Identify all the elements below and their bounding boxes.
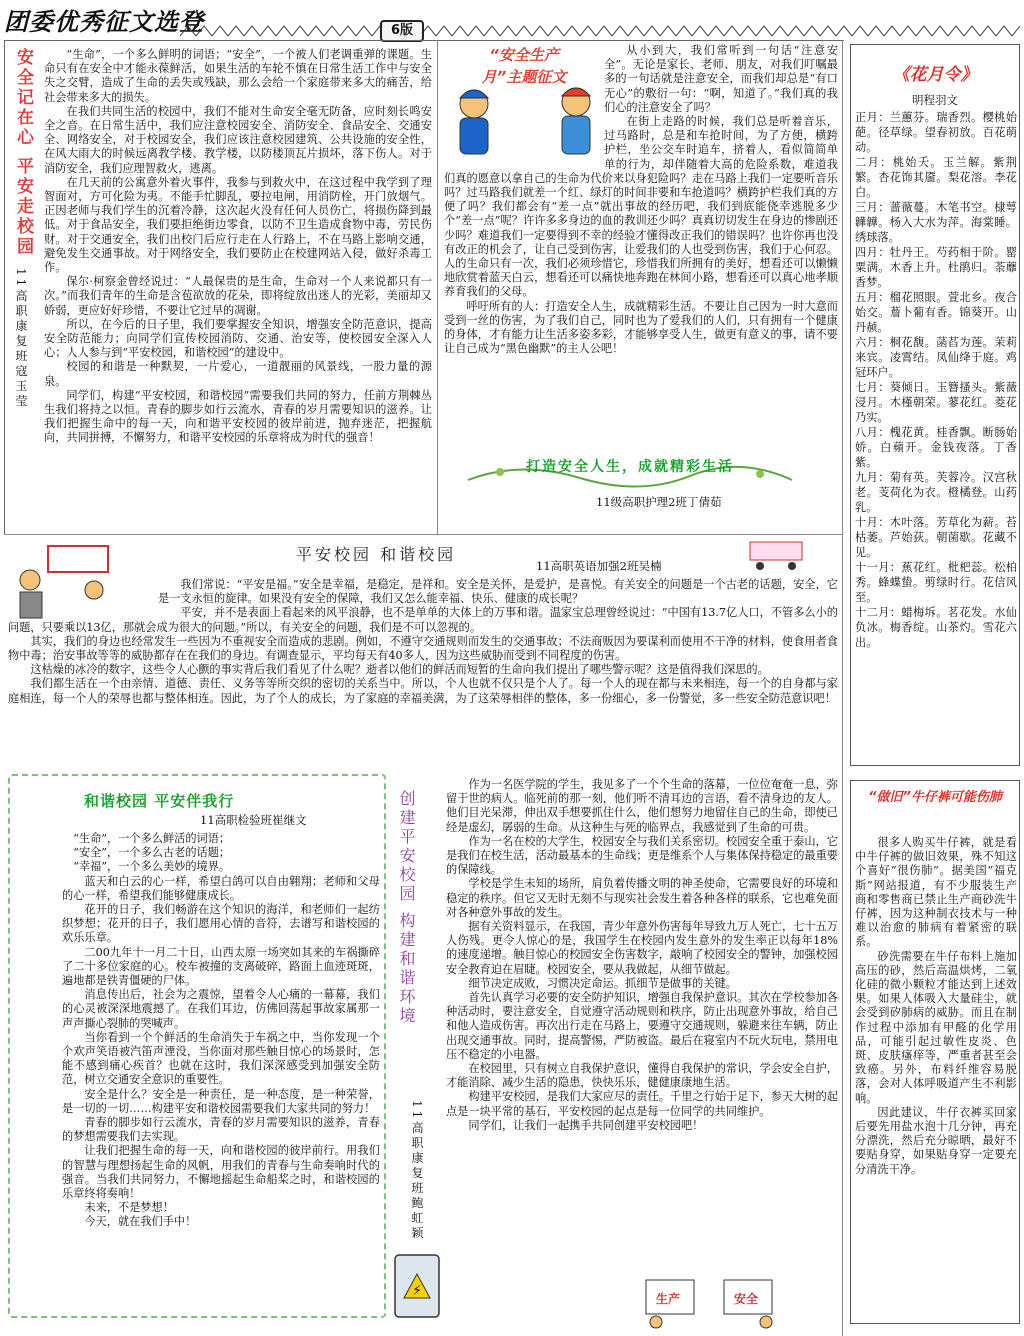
a7-body xyxy=(855,836,1017,1320)
a4-body xyxy=(62,832,380,1310)
svg-text:⚡: ⚡ xyxy=(412,1283,422,1299)
a2-float-spacer xyxy=(444,44,604,162)
a4-para: 让我们把握生命的每一天，向和谐校园的彼岸前行。用我们的智慧与理想扬起生命的风帆，用我们的青春与生命奏响时代的强音。当我们共同努力，不懈地摇起生命船桨之时，和谐校园的乐章终将奏响！ xyxy=(62,1144,380,1201)
a6-author: 明程羽文 xyxy=(912,93,958,107)
a5-para: 构建平安校园，是我们大家应尽的责任。千里之行始于足下，参天大树的起点是一块平常的基石，平安校园的起点是每一位同学的共同维护。 xyxy=(446,1090,838,1118)
page-number: 6版 xyxy=(390,23,414,38)
a5-para: 在校园里，只有树立自我保护意识，懂得自我保护的常识，学会安全自护，才能消除、减少生活的隐患，快快乐乐，健健康康地生活。 xyxy=(446,1062,838,1090)
a7-para: 因此建议，牛仔衣裤买回家后要先用盐水泡十几分钟，再充分漂洗，然后充分晾晒，最好不要贴身穿，如果贴身穿一定要充分清洗干净。 xyxy=(855,1105,1017,1176)
a1-body xyxy=(44,48,432,530)
a4-line: “安全”，一个多么古老的话题； xyxy=(73,846,231,860)
a4-author: 11高职检验班崔继文 xyxy=(200,813,307,827)
a4-para: 蓝天和白云的心一样，希望白鸽可以自由翱翔；老师和父母的心一样，希望我们能够健康成长。 xyxy=(62,874,380,902)
a2-author: 11级高职护理2班丁倩茹 xyxy=(596,495,722,509)
a6-line: 二月：桃始夭。玉兰解。紫荆繁。杏花饰其靥。梨花溶。李花白。 xyxy=(855,156,1017,199)
electric-box-icon xyxy=(392,1252,442,1320)
a2-banner-text: 打造安全人生，成就精彩生活 xyxy=(526,459,734,475)
a6-line: 七月：葵倾日。玉簪搔头。紫薇浸月。木槿朝荣。蓼花红。菱花乃实。 xyxy=(855,381,1017,424)
a5-para: 作为一名医学院的学生，我见多了一个个生命的落幕，一位位奄奄一息，弥留于世的病人。临死前的那一刻，他们听不清耳边的言语，看不清身边的友人。他们目光呆滞，伸出双手想要抓住什么，他们想努力地留住自己的生命，即使已经是虚幻，孱弱的生命。从这种生与死的临界点，我感觉到了生命的可贵。 xyxy=(446,778,838,834)
mid-divider xyxy=(4,534,842,535)
a6-line: 六月：桐花馥。菡萏为莲。茉莉来宾。凌霄结。凤仙绛于庭。鸡冠环户。 xyxy=(855,336,1017,379)
masthead-title: 团委优秀征文选登 xyxy=(4,7,204,36)
a4-para: 消息传出后，社会为之震惊，望着令人心痛的一幕幕，我们的心灵被深深地震撼了。在我们耳边，仿佛回荡起事故家属那一声声撕心裂肺的哭喊声。 xyxy=(62,988,380,1030)
a4-title: 和谐校园 平安伴我行 xyxy=(84,792,235,810)
masthead-zigzag xyxy=(0,22,1024,38)
a5-para: 首先认真学习必要的安全防护知识，增强自我保护意识。其次在学校参加各种活动时，要注意安全，自觉遵守活动规则和秩序，防止出现意外事故，给自己和他人造成伤害。再次出行走在马路上，要遵守交通规则，躲避来往车辆，防止出现交通事故。同时，提高警惕，严防被盗。最后在寝室内不玩火玩电，禁用电压不稳定的小电器。 xyxy=(446,991,838,1061)
a1-para: 在我们共同生活的校园中，我们不能对生命安全毫无防备，应时刻长鸣安全之音。在日常生活中，我们应注意校园安全、消防安全、食品安全、交通安全、网络安全，对于校园安全，我们应该注意校园建筑、公共设施的安全性，在风大雨大的时候远离教学楼、教学楼，以防楼顶瓦片损坏，落下伤人。对于消防安全，我们应理智救火，逃离。 xyxy=(44,104,432,175)
a3-para: 这枯燥的冰冷的数字，这些令人心颤的事实背后我们看见了什么呢？逝者以他们的鲜活而短暂的生命向我们提出了哪些警示呢？这是值得我们深思的。 xyxy=(30,663,769,677)
a6-line: 五月：榴花照眼。萱北乡。夜合始交。薝卜葡有香。锦葵开。山丹赪。 xyxy=(855,291,1017,334)
a6-title: 《花月令》 xyxy=(892,65,978,85)
a1-para: 在几天前的公寓意外着火事件，我参与到救火中，在这过程中我学到了理智面对，方可化险为夷。不能手忙脚乱，要拉电闸，用消防栓，开门放烟气。正因老师与我们学生的沉着冷静，这次起火没有任何人员伤亡，将损伤降到最低。对于食品安全，我们要拒绝街边零食，以防不卫生造成食物中毒，劳民伤财。对于交通安全，我们出校门后应行走在人行路上，不在马路上影响交通，避免发生交通事故。对于网络安全，我们要防止在校建网站入侵，做好杀毒工作。 xyxy=(44,175,432,275)
a6-line: 十二月：蜡梅坼。茗花发。水仙负冰。梅香绽。山茶灼。雪花六出。 xyxy=(855,606,1017,649)
a4-para: 青春的脚步如行云流水，青春的岁月需要知识的滋养，青春的梦想需要我们去实现。 xyxy=(62,1116,380,1144)
a5-para: 学校是学生未知的场所，肩负着传播文明的神圣使命，它需要良好的环境和稳定的秩序。但它又无时无刻不与现实社会发生着各种各样的联系，它也难免面对各种意外事故的发生。 xyxy=(446,877,838,919)
a3-author: 11高职英语加强2班吴楠 xyxy=(536,559,662,573)
a1-para: 校园的和谐是一种默契，一片爱心，一道靓丽的风景线，一股力量的源泉。 xyxy=(44,360,432,388)
a3-float-spacer xyxy=(8,578,158,620)
illus-sign-2: 安全 xyxy=(734,1292,759,1306)
a1-author: 11高职康复班寇玉莹 xyxy=(14,268,28,410)
a6-line: 正月：兰蕙芬。瑞香烈。樱桃始葩。径草绿。望春初放。百花萌动。 xyxy=(855,111,1017,154)
a2-para: 从小到大，我们常听到一句话“注意安全”。无论是家长、老师、朋友，对我们叮嘱最多的一句话就是注意安全，而我们却总是“有口无心”的敷衍一句：“啊，知道了。”我们真的我们心的注意安全了吗？ xyxy=(604,44,838,114)
right-border xyxy=(842,40,843,1336)
a2-banner xyxy=(460,450,800,492)
a4-line: 未来，不是梦想！ xyxy=(84,1201,174,1215)
a4-line: “生命”，一个多么鲜活的词语； xyxy=(73,832,231,845)
a3-para: 我们都生活在一个由亲情、道德、责任、义务等等所交织的密切的关系当中。所以，个人也就不仅只是个人了。每一个人的现在都与未来相连，每一个的自身都与家庭相连，每一个人的荣辱也都与整体相连。因此，为了个人的成长，为了家庭的幸福美满，为了这荣辱相伴的整体，多一份细心，多一份警觉，多一些安全防范意识吧！ xyxy=(8,677,838,705)
a5-para: 细节决定成败，习惯决定命运。抓细节是做事的关键。 xyxy=(468,976,737,990)
a3-body xyxy=(8,578,838,770)
a6-line: 十月：木叶落。芳草化为薪。苔枯萎。芦始荻。朝菌歇。花藏不见。 xyxy=(855,516,1017,559)
a5-title: 创建平安校园 构建和谐环境 xyxy=(397,790,416,1027)
a6-line: 四月：牡丹王。芍药相于阶。罂粟满。木香上升。杜鹃归。荼蘼香梦。 xyxy=(855,246,1017,289)
top-divider xyxy=(4,40,844,41)
a3-title: 平安校园 和谐校园 xyxy=(296,545,457,564)
a4-para: 二00九年十一月二十日，山西太原一场突如其来的车祸撕碎了二十多位家庭的心。校车被撞的支离破碎，路面上血迹斑斑，遍地都是铁青僵硬的尸体。 xyxy=(62,945,380,988)
a1-title: 安全记在心 平安走校园 xyxy=(13,48,33,257)
a1-para: 所以，在今后的日子里，我们要掌握安全知识，增强安全防范意识，提高安全防范能力；向同学们宣传校园消防、交通、治安等，使校园安全深入人心；人人参与到“平安校园，和谐校园”的建设中。 xyxy=(44,317,432,360)
a3-para: 我们常说：“平安是福。”安全是幸福，是稳定，是祥和。安全是关怀，是爱护，是喜悦。有关安全的问题是一个古老的话题，安全，它是一支永恒的旋律。如果没有安全的保障，我们又怎么能幸福、快乐、健康的成长呢？ xyxy=(158,578,838,606)
page-number-badge xyxy=(380,20,424,42)
a5-para: 据有关资料显示，在我国，青少年意外伤害每年导致九万人死亡，七十五万人伤残。更令人惊心的是，我国学生在校园内发生意外的发生率正以每年18%的速度递增。触目惊心的校园安全伤害数字，敲响了校园安全的警钟，加强校园安全教育迫在眉睫。校园安全，要从我做起，从细节做起。 xyxy=(446,920,838,976)
a4-para: 当你看到一个个鲜活的生命消失于车祸之中，当你发现一个个欢声笑语被汽笛声湮没，当你面对那些触目惊心的场景时，怎能不感到痛心疾首？也就在这时，我们深深感受到加强安全防范，树立交通安全意识的重要性。 xyxy=(62,1030,380,1087)
a4-line: 今天，就在我们手中！ xyxy=(84,1215,197,1229)
illus-sign-1: 生产 xyxy=(656,1292,681,1306)
a6-body xyxy=(855,110,1017,762)
a6-line: 三月：蔷薇蔓。木笔书空。棣萼韡韡。杨入大水为萍。海棠睡。绣球落。 xyxy=(855,201,1017,244)
a1-para: 保尔·柯察金曾经说过：“人最保贵的是生命，生命对一个人来说都只有一次。”而我们青年的生命是含苞欲放的花朵，即将绽放出迷人的光彩，美丽却又娇弱，更应好好珍惜，不要让它过早的凋谢。 xyxy=(44,275,432,317)
a7-title: “做旧”牛仔裤可能伤肺 xyxy=(868,790,1002,805)
a2-para: 在街上走路的时候，我们总是听着音乐，过马路时，总是和车抢时间，为了方便，横跨护栏，坐公交车时追车，挤着人，看似简简单单的行为，却伴随着大高的危险系数，难道我们真的愿意以拿自己的生命为代价来以身犯险吗？走在马路上我们一定要听音乐吗？过马路我们就差一个红、绿灯的时间非要和车抢道吗？横跨护栏我们真的方便了吗？我们都会有“差一点”就出事故的经历吧，我们到底能侥幸逃脱多少个“差一点”呢？许许多多身边的血的教训还少吗？真真切切发生在身边的惨剧还少吗？难道我们一定要得到不幸的经验才懂得改正我们的错误吗？也许你再也没有改正的机会了，让自己受到伤害，让爱我们的人也受到伤害，我们于心何忍。人的生命只有一次，我们必须珍惜它，珍惜我们所拥有的美好，想看还可以懒懒地欣赏着蓝天白云，想看还可以痛快地奔跑在林间小路，想看还可以真心地孝顺养育我们的父母。 xyxy=(444,115,838,299)
a5-para: 作为一名在校的大学生，校园安全与我们关系密切。校园安全重于泰山，它是我们在校生活，活动最基本的生命线；更是维系个人与集体保持稳定的最重要的保障线。 xyxy=(446,834,838,877)
a2-body xyxy=(444,44,838,454)
a2-para: 呼吁所有的人：打造安全人生，成就精彩生活。不要让自己因为一时大意而受到一丝的伤害，为了我们自己，同时也为了爱我们的人们，只有拥有一个健康的身体，才有能力让生活多姿多彩，才能够享受人生，做更有意义的事，请不要让自己成为“黑色幽默”的主人公吧！ xyxy=(444,299,838,356)
a3-para: 其实，我们的身边也经常发生一些因为不重视安全而造成的悲剧。例如，不遵守交通规则而发生的交通事故；不法商贩因为要谋利而使用不干净的材料，使食用者食物中毒；治安事故等等的威胁都存在在我们的身边。有调查显示，平均每天有40多人，因为这些威胁而受到不同程度的伤害。 xyxy=(8,634,838,663)
a7-para: 很多人购买牛仔裤，就是看中牛仔裤的做旧效果，殊不知这个喜好“很伤肺”。据美国“福克斯”网站报道，有不少服装生产商和零售商已禁止生产商砂洗牛仔裤，因为这种制衣技术与一种难以治愈的肺病有着紧密的联系。 xyxy=(855,836,1017,949)
a4-para: 花开的日子，我们畅游在这个知识的海洋，和老师们一起纺织梦想；花开的日子，我们愿用心情的音符，去谱写和谐校园的欢乐乐章。 xyxy=(62,903,380,945)
a7-para: 砂洗需要在牛仔布料上施加高压的砂，然后高温烘烤，二氧化硅的微小颗粒才能达到上述效果。如果人体吸入大量硅尘，就会受到矽肺病的威胁。而且在制作过程中添加有甲醛的化学用品，可能引起过敏性皮炎、色斑、皮肤瘙痒等，严重者甚至会致癌。另外，布料纤维容易脱落，会对人体呼吸道产生不利影响。 xyxy=(855,949,1017,1105)
a1-para: “生命”，一个多么鲜明的词语；“安全”，一个被人们老调重弹的课题。生命只有在安全中才能永葆鲜活，如果生活的车轮不慎在日常生活工作中与安全失之交臂，造成了生命的丢失或残缺，那么会给一个家庭带来多大的痛苦，给社会带来多大的损失。 xyxy=(44,48,432,104)
a4-line: “幸福”，一个多么美妙的境界。 xyxy=(73,860,231,874)
masthead xyxy=(0,0,1024,42)
a3-para: 平安，并不是表面上看起来的风平浪静，也不是单单的大体上的万事和谐。温家宝总理曾经说过：“中国有13.7亿人口，不管多么小的问题，只要乘以13亿，那就会成为很大的问题。”所以，有关安全的问题，我们是不可以忽视的。 xyxy=(8,606,838,634)
a5-para: 同学们，让我们一起携手共同创建平安校园吧！ xyxy=(468,1118,704,1132)
column-divider xyxy=(437,40,438,534)
a5-author: 11高职康复班鲍虹颖 xyxy=(410,1100,424,1242)
a5-illustration xyxy=(626,1270,796,1330)
a4-para: 安全是什么？安全是一种责任，是一种态度，是一种荣誉，是一切的一切……构建平安和谐校园需要我们大家共同的努力！ xyxy=(62,1087,380,1115)
a5-body xyxy=(446,778,838,1270)
a1-para: 同学们，构建“平安校园，和谐校园”需要我们共同的努力，任前方荆棘丛生我们将持之以恒。青春的脚步如行云流水，青春的岁月需要知识的滋养。让我们把握生命中的每一天，向和谐平安校园的彼岸前进，抛弃迷茫，把握航向，共同拼搏，不懈努力，和谐平安校园的乐章将成为时代的强音！ xyxy=(44,388,432,445)
a2-badge-text: “安全生产月”主题征文 xyxy=(481,46,567,86)
a6-line: 八月：槐花黄。桂香飘。断肠始娇。白蘋开。金钱夜落。丁香紫。 xyxy=(855,426,1017,469)
a6-line: 十一月：蕉花红。枇杷蕊。松柏秀。蜂蝶蛰。剪绿时行。花信风至。 xyxy=(855,561,1017,604)
a6-line: 九月：菊有英。芙蓉冷。汉宫秋老。芰荷化为衣。橙橘登。山药乳。 xyxy=(855,471,1017,514)
a3-right-illustration xyxy=(746,538,806,570)
left-border xyxy=(4,40,5,534)
